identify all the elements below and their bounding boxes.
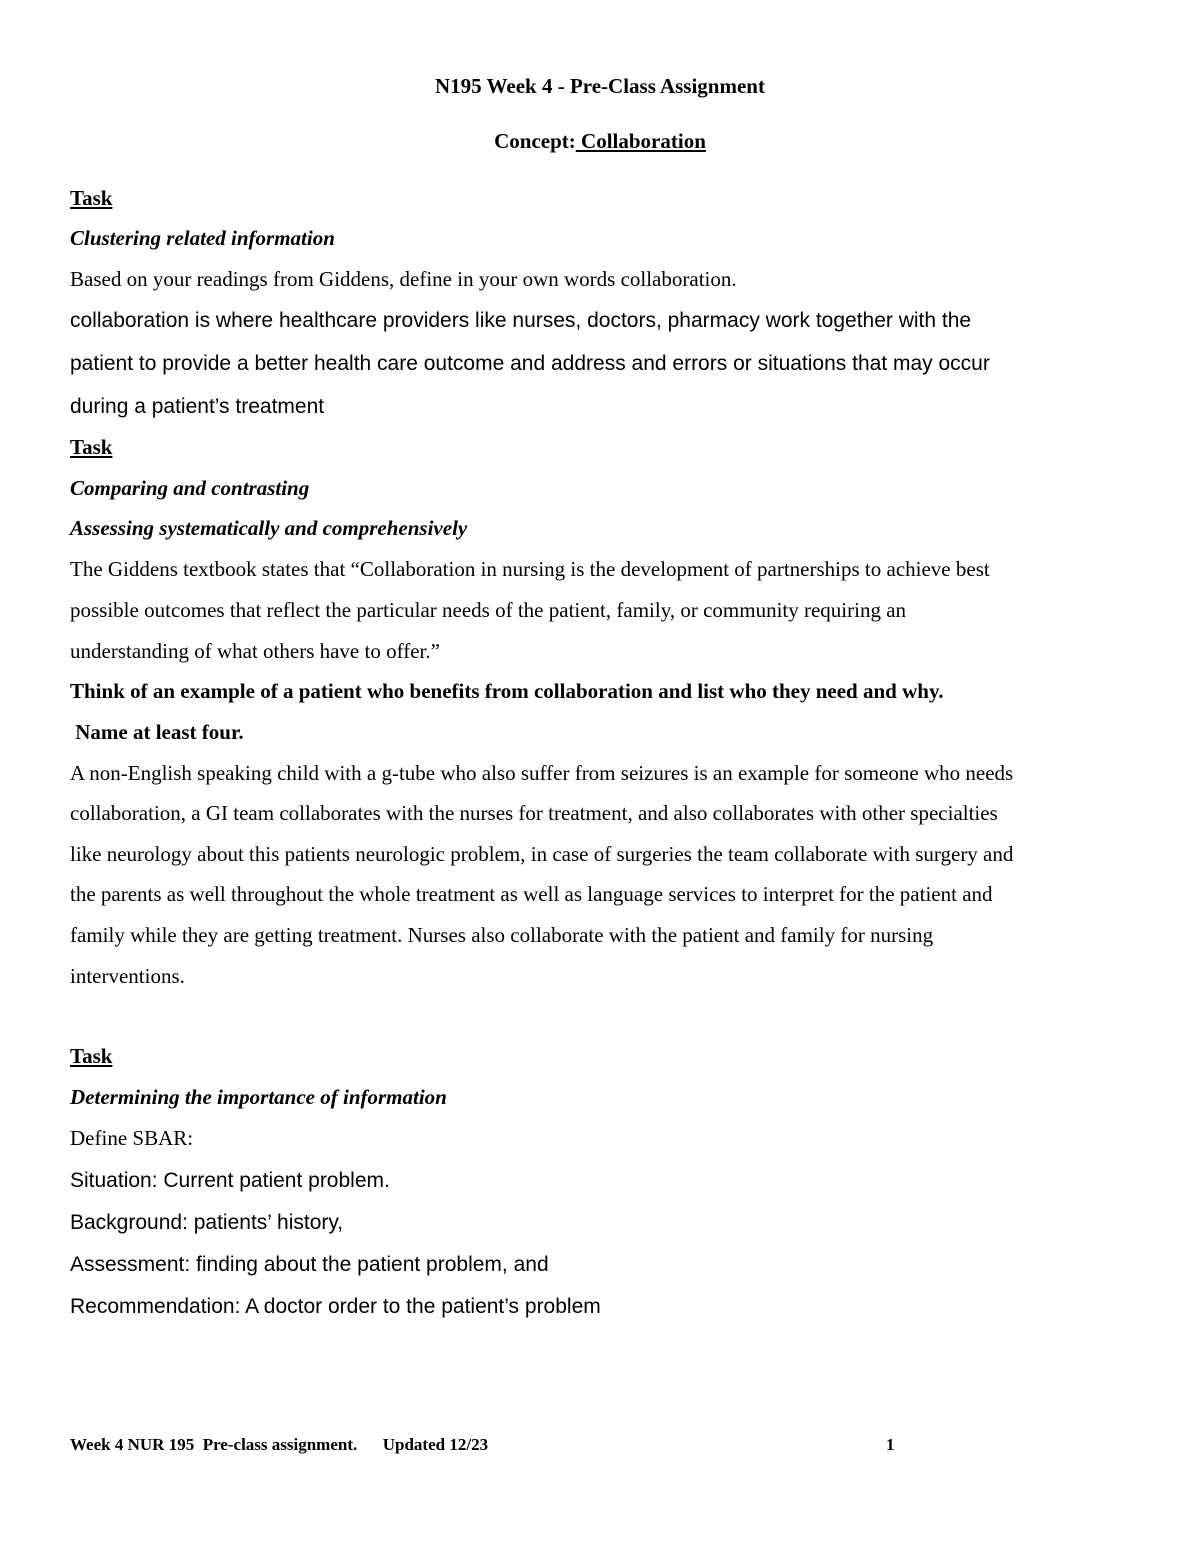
answer-line: collaboration, a GI team collaborates with the nurses for treatment, and also collaborates with other specialties [70, 801, 998, 825]
section-subheading: Assessing systematically and comprehensively [70, 516, 468, 540]
answer-line: interventions. [70, 964, 185, 988]
document-title: N195 Week 4 - Pre-Class Assignment [435, 74, 765, 98]
section-prompt: Define SBAR: [70, 1126, 194, 1150]
task-heading-1: Task [70, 186, 113, 210]
section-subheading: Clustering related information [70, 226, 335, 250]
quote-line: possible outcomes that reflect the particular needs of the patient, family, or community requiring an [70, 598, 907, 622]
sbar-item: Recommendation: A doctor order to the patient’s problem [70, 1295, 601, 1318]
answer-line: patient to provide a better health care outcome and address and errors or situations that may occur [70, 352, 990, 375]
question-line: Name at least four. [70, 720, 244, 744]
answer-line: A non-English speaking child with a g-tube who also suffer from seizures is an example for someone who needs [70, 761, 1014, 785]
quote-line: The Giddens textbook states that “Collaboration in nursing is the development of partnerships to achieve best [70, 557, 990, 581]
question-line: Think of an example of a patient who benefits from collaboration and list who they need and why. [70, 679, 944, 703]
answer-line: the parents as well throughout the whole treatment as well as language services to interpret for the patient and [70, 882, 993, 906]
section-subheading: Comparing and contrasting [70, 476, 310, 500]
quote-line: understanding of what others have to offer.” [70, 639, 440, 663]
task-heading-3: Task [70, 1044, 113, 1068]
concept-value: Collaboration [575, 129, 706, 153]
section-subheading: Determining the importance of information [70, 1085, 447, 1109]
task-heading-2: Task [70, 435, 113, 459]
concept-line [0, 131, 1200, 152]
answer-line: during a patient’s treatment [70, 395, 325, 418]
answer-line: collaboration is where healthcare providers like nurses, doctors, pharmacy work together with the [70, 309, 972, 332]
answer-line: family while they are getting treatment. Nurses also collaborate with the patient and family for nursing [70, 923, 934, 947]
footer-text: Week 4 NUR 195 Pre-class assignment. Updated 12/23 [70, 1435, 489, 1454]
sbar-item: Situation: Current patient problem. [70, 1169, 390, 1192]
concept-label: Concept: [494, 129, 576, 153]
sbar-item: Assessment: finding about the patient problem, and [70, 1253, 549, 1276]
sbar-item: Background: patients’ history, [70, 1211, 344, 1234]
page-number: 1 [886, 1435, 895, 1454]
answer-line: like neurology about this patients neurologic problem, in case of surgeries the team collaborate with surgery and [70, 842, 1014, 866]
section-prompt: Based on your readings from Giddens, define in your own words collaboration. [70, 267, 737, 291]
